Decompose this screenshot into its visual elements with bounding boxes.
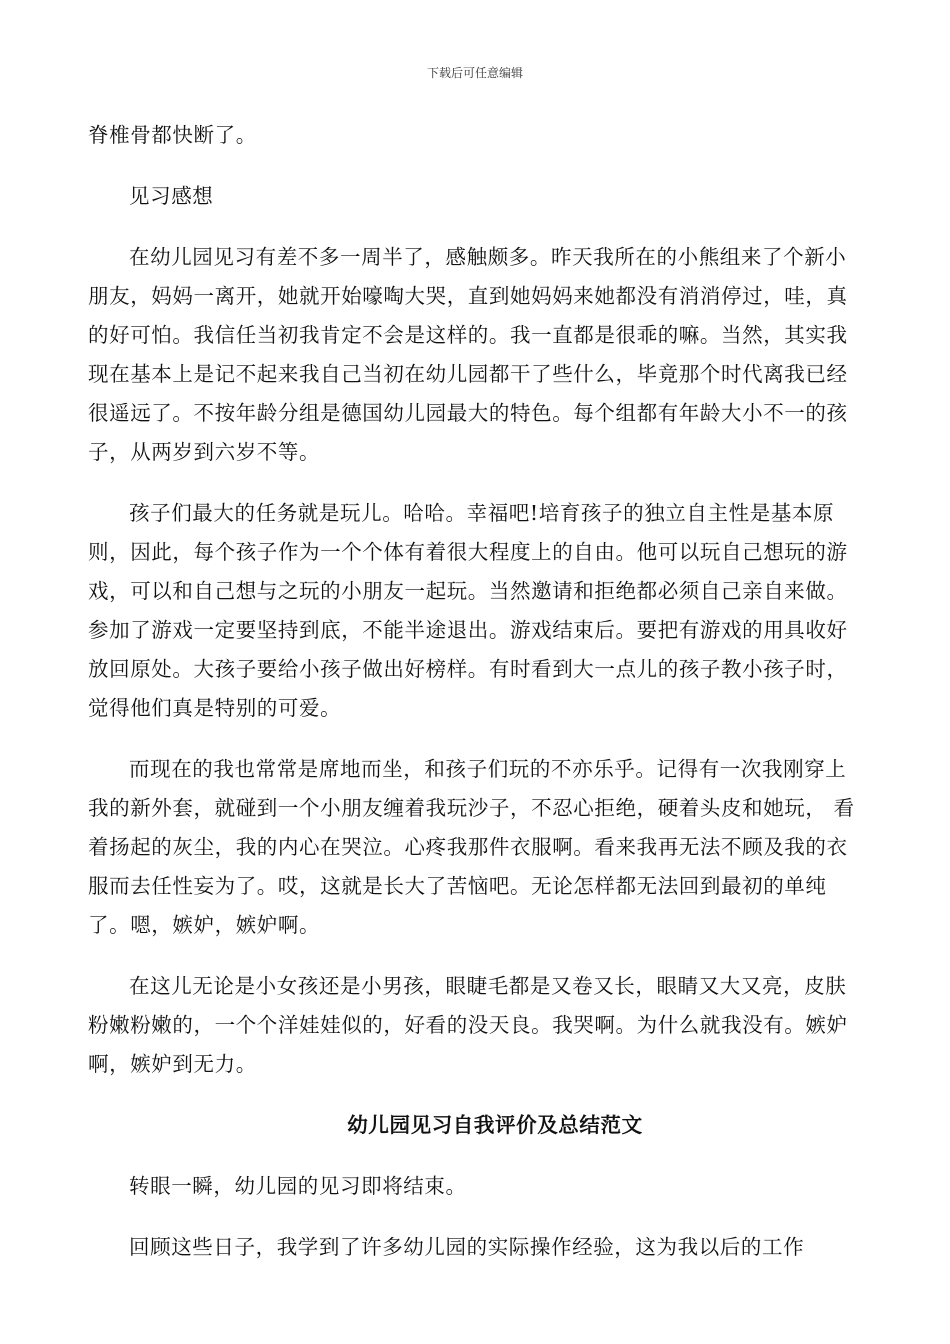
paragraph-2: 孩子们最大的任务就是玩儿。哈哈。幸福吧!培育孩子的独立自主性是基本原则，因此，每个孩子作为一个个体有着很大程度上的自由。他可以玩自己想玩的游戏，可以和自己想与之玩的小朋友一起玩。当然邀请和拒绝都必须自己亲自来做。参加了游戏一定要坚持到底，不能半途退出。游戏结束后。要把有游戏的用具收好放回原处。大孩子要给小孩子做出好榜样。有时看到大一点儿的孩子教小孩子时，觉得他们真是特别的可爱。 (88, 501, 848, 720)
paragraph-6: 回顾这些日子，我学到了许多幼儿园的实际操作经验，这为我以后的工作 (129, 1235, 805, 1259)
document-body (88, 116, 862, 1267)
paragraph-continued: 脊椎骨都快断了。 (88, 123, 257, 147)
section-title-observation: 见习感想 (129, 184, 214, 208)
paragraph-5: 转眼一瞬，幼儿园的见习即将结束。 (129, 1174, 467, 1198)
page-header: 下载后可任意编辑 (426, 66, 523, 80)
paragraph-3: 而现在的我也常常是席地而坐，和孩子们玩的不亦乐乎。记得有一次我刚穿上我的新外套，就碰到一个小朋友缠着我玩沙子，不忍心拒绝，硬着头皮和她玩， 看着扬起的灰尘，我的内心在哭泣。心疼我那件衣服啊。看来我再无法不顾及我的衣服而去任性妄为了。哎，这就是长大了苦恼吧。无论怎样都无法回到最初的单纯了。嗯，嫉妒，嫉妒啊。 (88, 757, 855, 937)
article-heading: 幼儿园见习自我评价及总结范文 (347, 1113, 643, 1137)
paragraph-4: 在这儿无论是小女孩还是小男孩，眼睫毛都是又卷又长，眼睛又大又亮，皮肤粉嫩粉嫩的，一个个洋娃娃似的，好看的没天良。我哭啊。为什么就我没有。嫉妒啊，嫉妒到无力。 (88, 974, 848, 1076)
paragraph-1: 在幼儿园见习有差不多一周半了，感触颇多。昨天我所在的小熊组来了个新小朋友，妈妈一离开，她就开始嚎啕大哭，直到她妈妈来她都没有消消停过，哇，真的好可怕。我信任当初我肯定不会是这样的。我一直都是很乖的嘛。当然，其实我现在基本上是记不起来我自己当初在幼儿园都干了些什么，毕竟那个时代离我已经很遥远了。不按年龄分组是德国幼儿园最大的特色。每个组都有年龄大小不一的孩子，从两岁到六岁不等。 (88, 245, 848, 464)
